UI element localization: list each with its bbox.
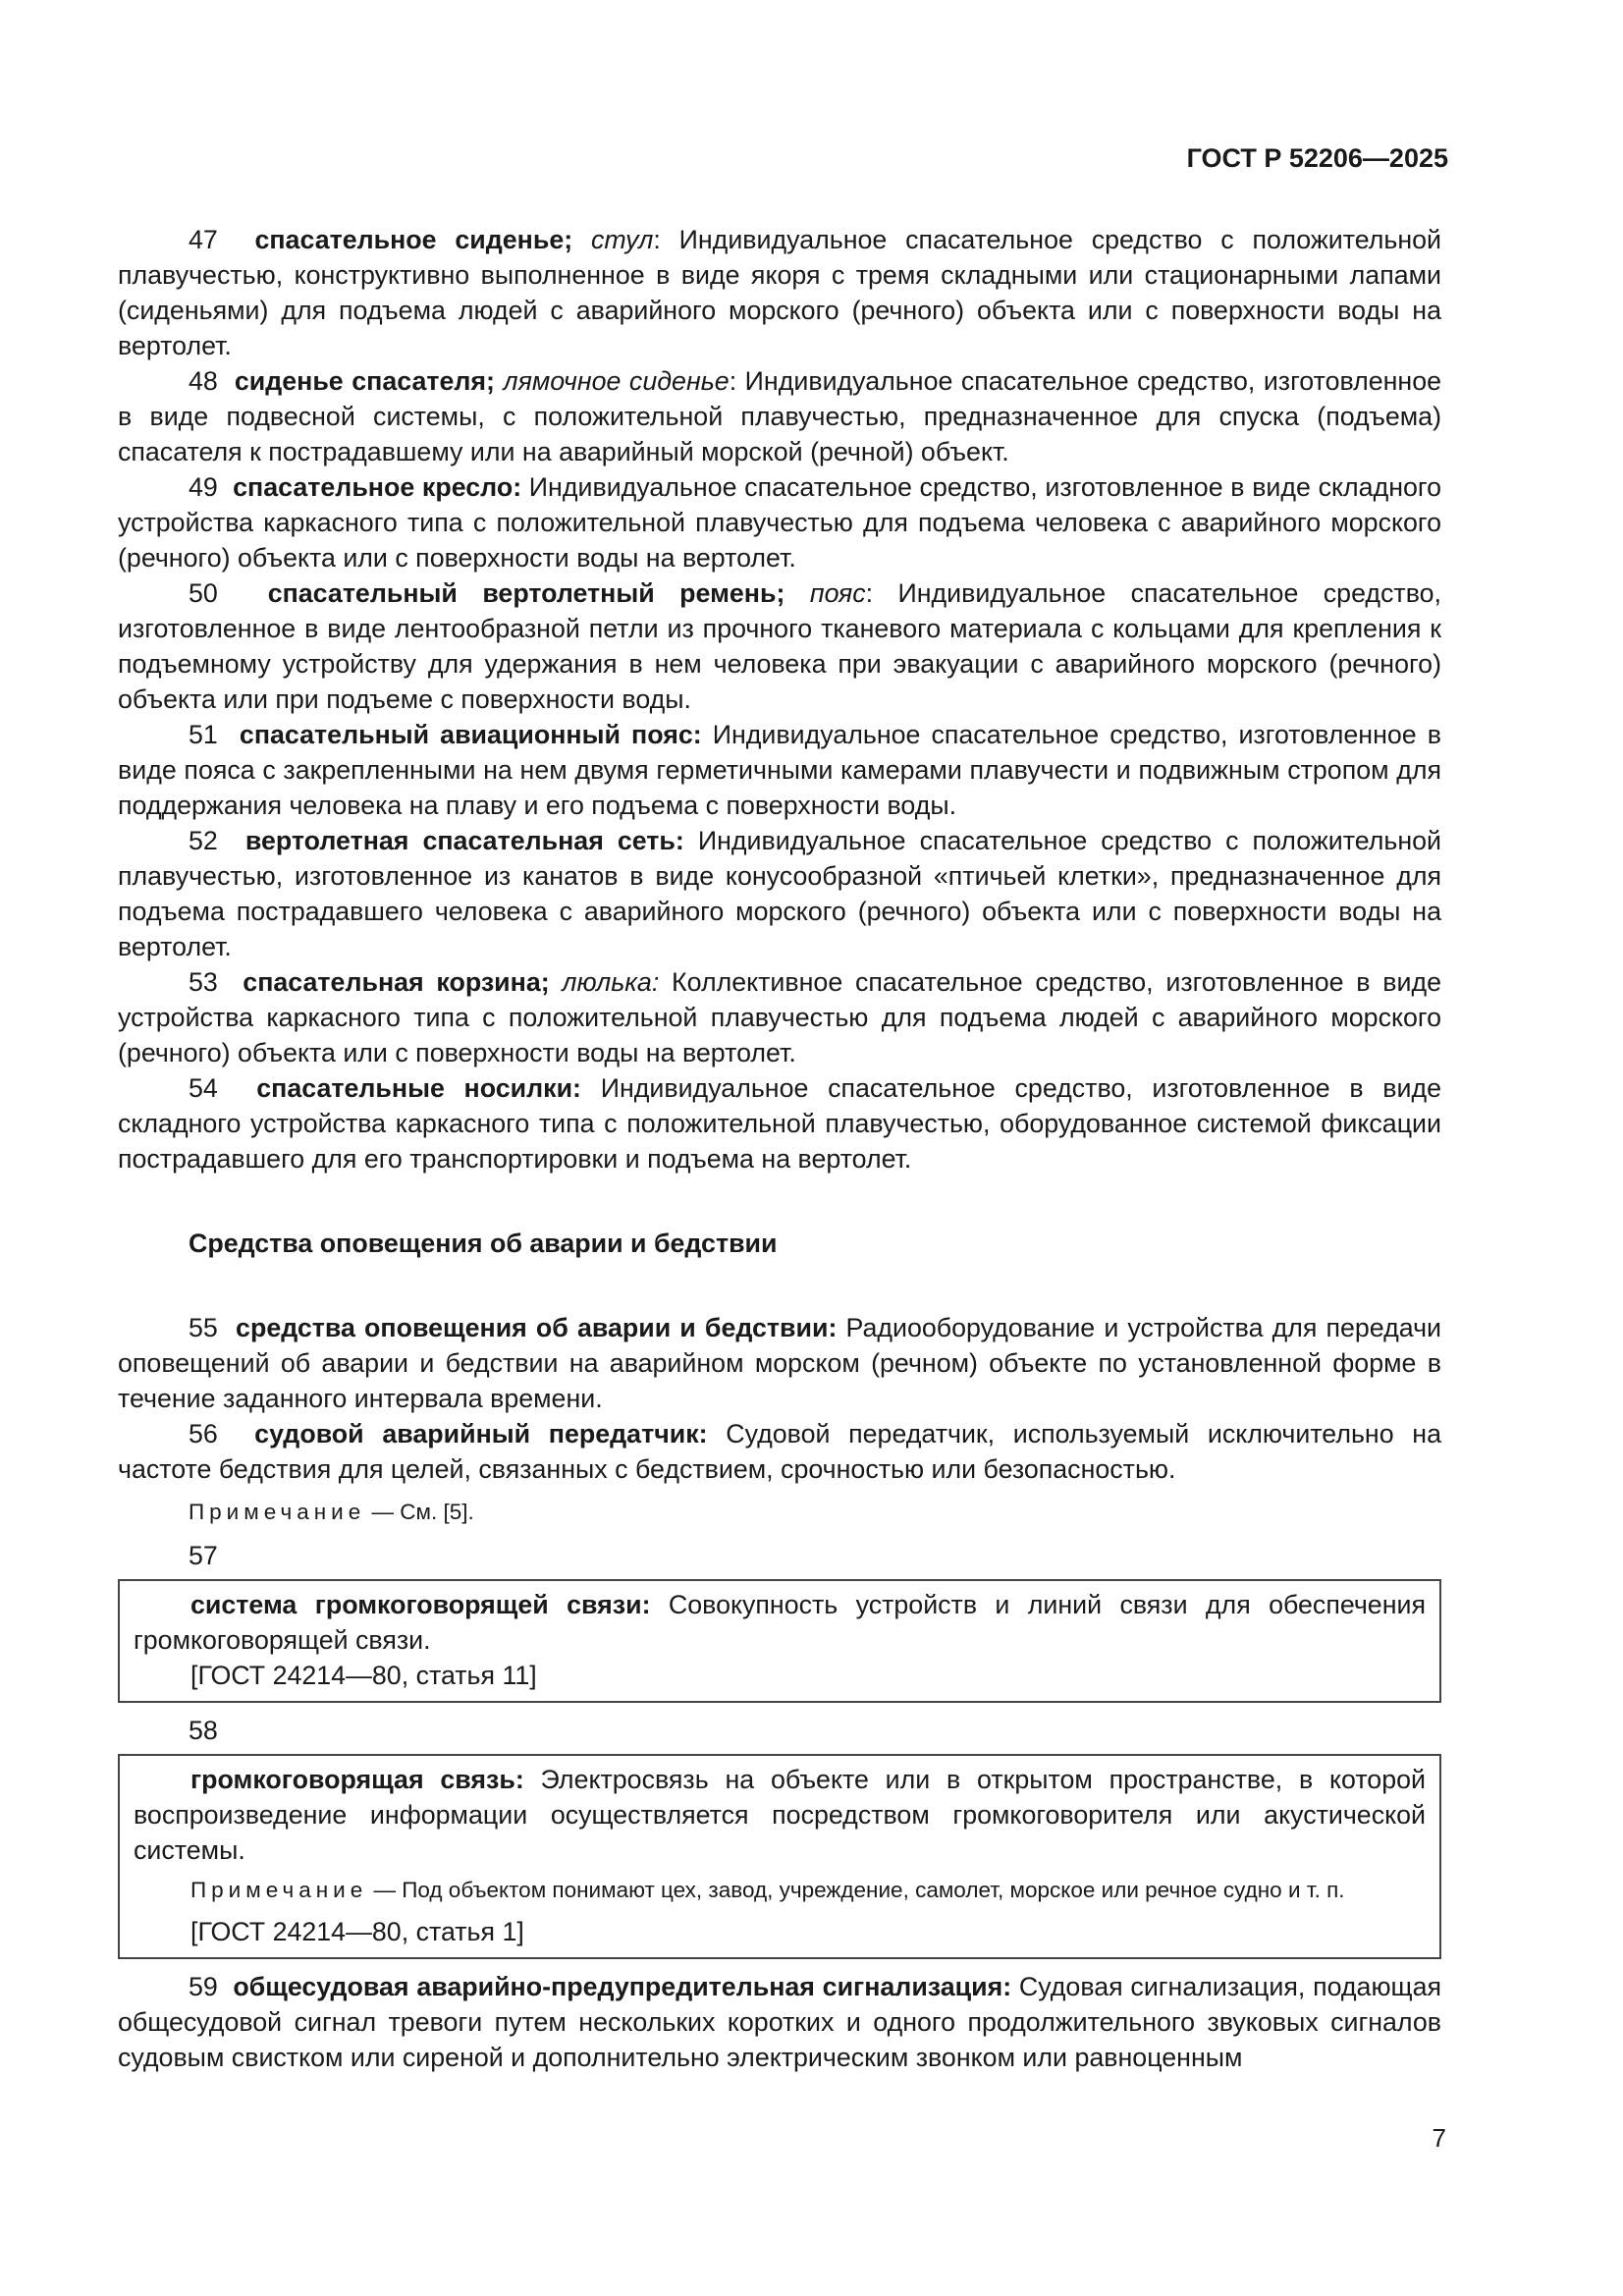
- term-definition: Коллективное спасательное средство, изготовленное в виде устройства каркасного типа с положительной плавучестью для подъема людей с аварийного морского (речного) объекта или с поверхности воды на вертолет.: [118, 967, 1442, 1067]
- term-number: 48: [189, 366, 218, 396]
- term-definition: Судовой передатчик, используемый исключительно на частоте бедствия для целей, связанных с бедствием, срочностью или безопасностью.: [118, 1419, 1441, 1484]
- boxed-term-57: [118, 1579, 1441, 1703]
- term-definition: : Индивидуальное спасательное средство с положительной плавучестью, конструктивно выполненное в виде якоря с тремя складными или стационарными лапами (сиденьями) для подъема людей с аварийного морского (речного) объекта или с поверхности воды на вертолет.: [118, 225, 1442, 360]
- term-title: спасательное сиденье;: [254, 225, 573, 254]
- term-definition: Радиооборудование и устройства для передачи оповещений об аварии и бедствии на аварийном морском (речном) объекте по установленной форме в течение заданного интервала времени.: [118, 1313, 1441, 1413]
- note-56: [189, 1495, 1441, 1530]
- term-entry-47: [118, 222, 1441, 363]
- boxed-note: [134, 1874, 1426, 1906]
- boxed-term-definition: [134, 1587, 1426, 1658]
- term-title: спасательный авиационный пояс:: [239, 720, 702, 749]
- term-entry-53: [118, 964, 1441, 1070]
- term-title: общесудовая аварийно-предупредительная сигнализация:: [233, 1972, 1012, 2001]
- term-entry-49: [118, 469, 1441, 575]
- term-definition: Индивидуальное спасательное средство, изготовленное в виде складного устройства каркасного типа с положительной плавучестью для подъема человека с аварийного морского (речного) объекта или с поверхности воды на вертолет.: [118, 472, 1441, 573]
- term-definition: Совокупность устройств и линий связи для обеспечения громкоговорящей связи.: [134, 1590, 1426, 1655]
- term-number: 54: [189, 1073, 218, 1103]
- term-definition: : Индивидуальное спасательное средство, изготовленное в виде подвесной системы, с положительной плавучестью, предназначенное для спуска (подъема) спасателя к пострадавшему или на аварийный морской (речной) объект.: [118, 366, 1442, 466]
- term-number-58: 58: [189, 1716, 218, 1745]
- term-entry-55: [118, 1310, 1441, 1416]
- page-content: [118, 222, 1441, 2075]
- note-text: — См. [5].: [365, 1500, 474, 1524]
- term-title: спасательная корзина;: [243, 967, 550, 997]
- term-title: система громкоговорящей связи:: [190, 1590, 651, 1619]
- term-definition: Индивидуальное спасательное средство, изготовленное в виде складного устройства каркасного типа с положительной плавучестью, оборудованное системой фиксации пострадавшего для его транспортировки и подъема на вертолет.: [118, 1073, 1442, 1174]
- term-synonym: люлька:: [562, 967, 660, 997]
- term-synonym: лямочное сиденье: [503, 366, 730, 396]
- boxed-term-definition: [134, 1762, 1426, 1868]
- term-number: 53: [189, 967, 218, 997]
- section-heading: Средства оповещения об аварии и бедствии: [189, 1229, 778, 1258]
- source-reference: [ГОСТ 24214—80, статья 1]: [190, 1917, 524, 1946]
- term-definition: Электросвязь на объекте или в открытом пространстве, в которой воспроизведение информации осуществляется посредством громкоговорителя или акустической системы.: [134, 1765, 1426, 1865]
- term-title: вертолетная спасательная сеть:: [244, 826, 684, 855]
- term-definition: Индивидуальное спасательное средство с положительной плавучестью, изготовленное из канатов в виде конусообразной «птичьей клетки», предназначенное для подъема пострадавшего человека с аварийного морского (речного) объекта или с поверхности воды на вертолет.: [118, 826, 1441, 961]
- boxed-term-58: [118, 1754, 1441, 1959]
- note-text: — Под объектом понимают цех, завод, учреждение, самолет, морское или речное судно и т. п.: [367, 1878, 1345, 1902]
- page-number: 7: [1432, 2123, 1446, 2153]
- term-synonym: пояс: [809, 578, 866, 608]
- term-entry-48: [118, 363, 1441, 469]
- term-number: 55: [189, 1313, 218, 1342]
- term-definition: Судовая сигнализация, подающая общесудовой сигнал тревоги путем нескольких коротких и одного продолжительного звуковых сигналов судовым свистком или сиреной и дополнительно электрическим звонком или равноценным: [118, 1972, 1441, 2072]
- term-entry-51: [118, 717, 1441, 823]
- note-label: Примечание: [189, 1500, 366, 1524]
- term-number: 56: [189, 1419, 218, 1449]
- term-entry-59: [118, 1969, 1441, 2075]
- term-entry-56: [118, 1416, 1441, 1487]
- standard-code: ГОСТ Р 52206—2025: [1186, 143, 1448, 173]
- term-entry-54: [118, 1070, 1441, 1176]
- term-title: спасательные носилки:: [256, 1073, 581, 1103]
- source-reference: [ГОСТ 24214—80, статья 11]: [190, 1661, 537, 1690]
- term-definition: Индивидуальное спасательное средство, изготовленное в виде пояса с закрепленными на нем двумя герметичными камерами плавучести и подвижным стропом для поддержания человека на плаву и его подъема с поверхности воды.: [118, 720, 1442, 820]
- term-title: громкоговорящая связь:: [190, 1765, 524, 1794]
- term-number: 47: [189, 225, 218, 254]
- term-title: сиденье спасателя;: [234, 366, 495, 396]
- term-number: 50: [189, 578, 218, 608]
- term-number: 59: [189, 1972, 218, 2001]
- term-title: судовой аварийный передатчик:: [254, 1419, 708, 1449]
- term-synonym: стул: [591, 225, 654, 254]
- term-definition: : Индивидуальное спасательное средство, изготовленное в виде лентообразной петли из прочного тканевого материала с кольцами для крепления к подъемному устройству для удержания в нем человека при эвакуации с аварийного морского (речного) объекта или при подъеме с поверхности воды.: [118, 578, 1441, 714]
- term-number: 52: [189, 826, 218, 855]
- term-number: 51: [189, 720, 218, 749]
- note-label: Примечание: [190, 1878, 368, 1902]
- term-title: спасательный вертолетный ремень;: [267, 578, 785, 608]
- term-number: 49: [189, 472, 218, 502]
- term-title: средства оповещения об аварии и бедствии:: [236, 1313, 838, 1342]
- term-entry-50: [118, 575, 1441, 717]
- term-title: спасательное кресло:: [233, 472, 522, 502]
- term-number-57: 57: [189, 1541, 218, 1570]
- term-entry-52: [118, 823, 1441, 964]
